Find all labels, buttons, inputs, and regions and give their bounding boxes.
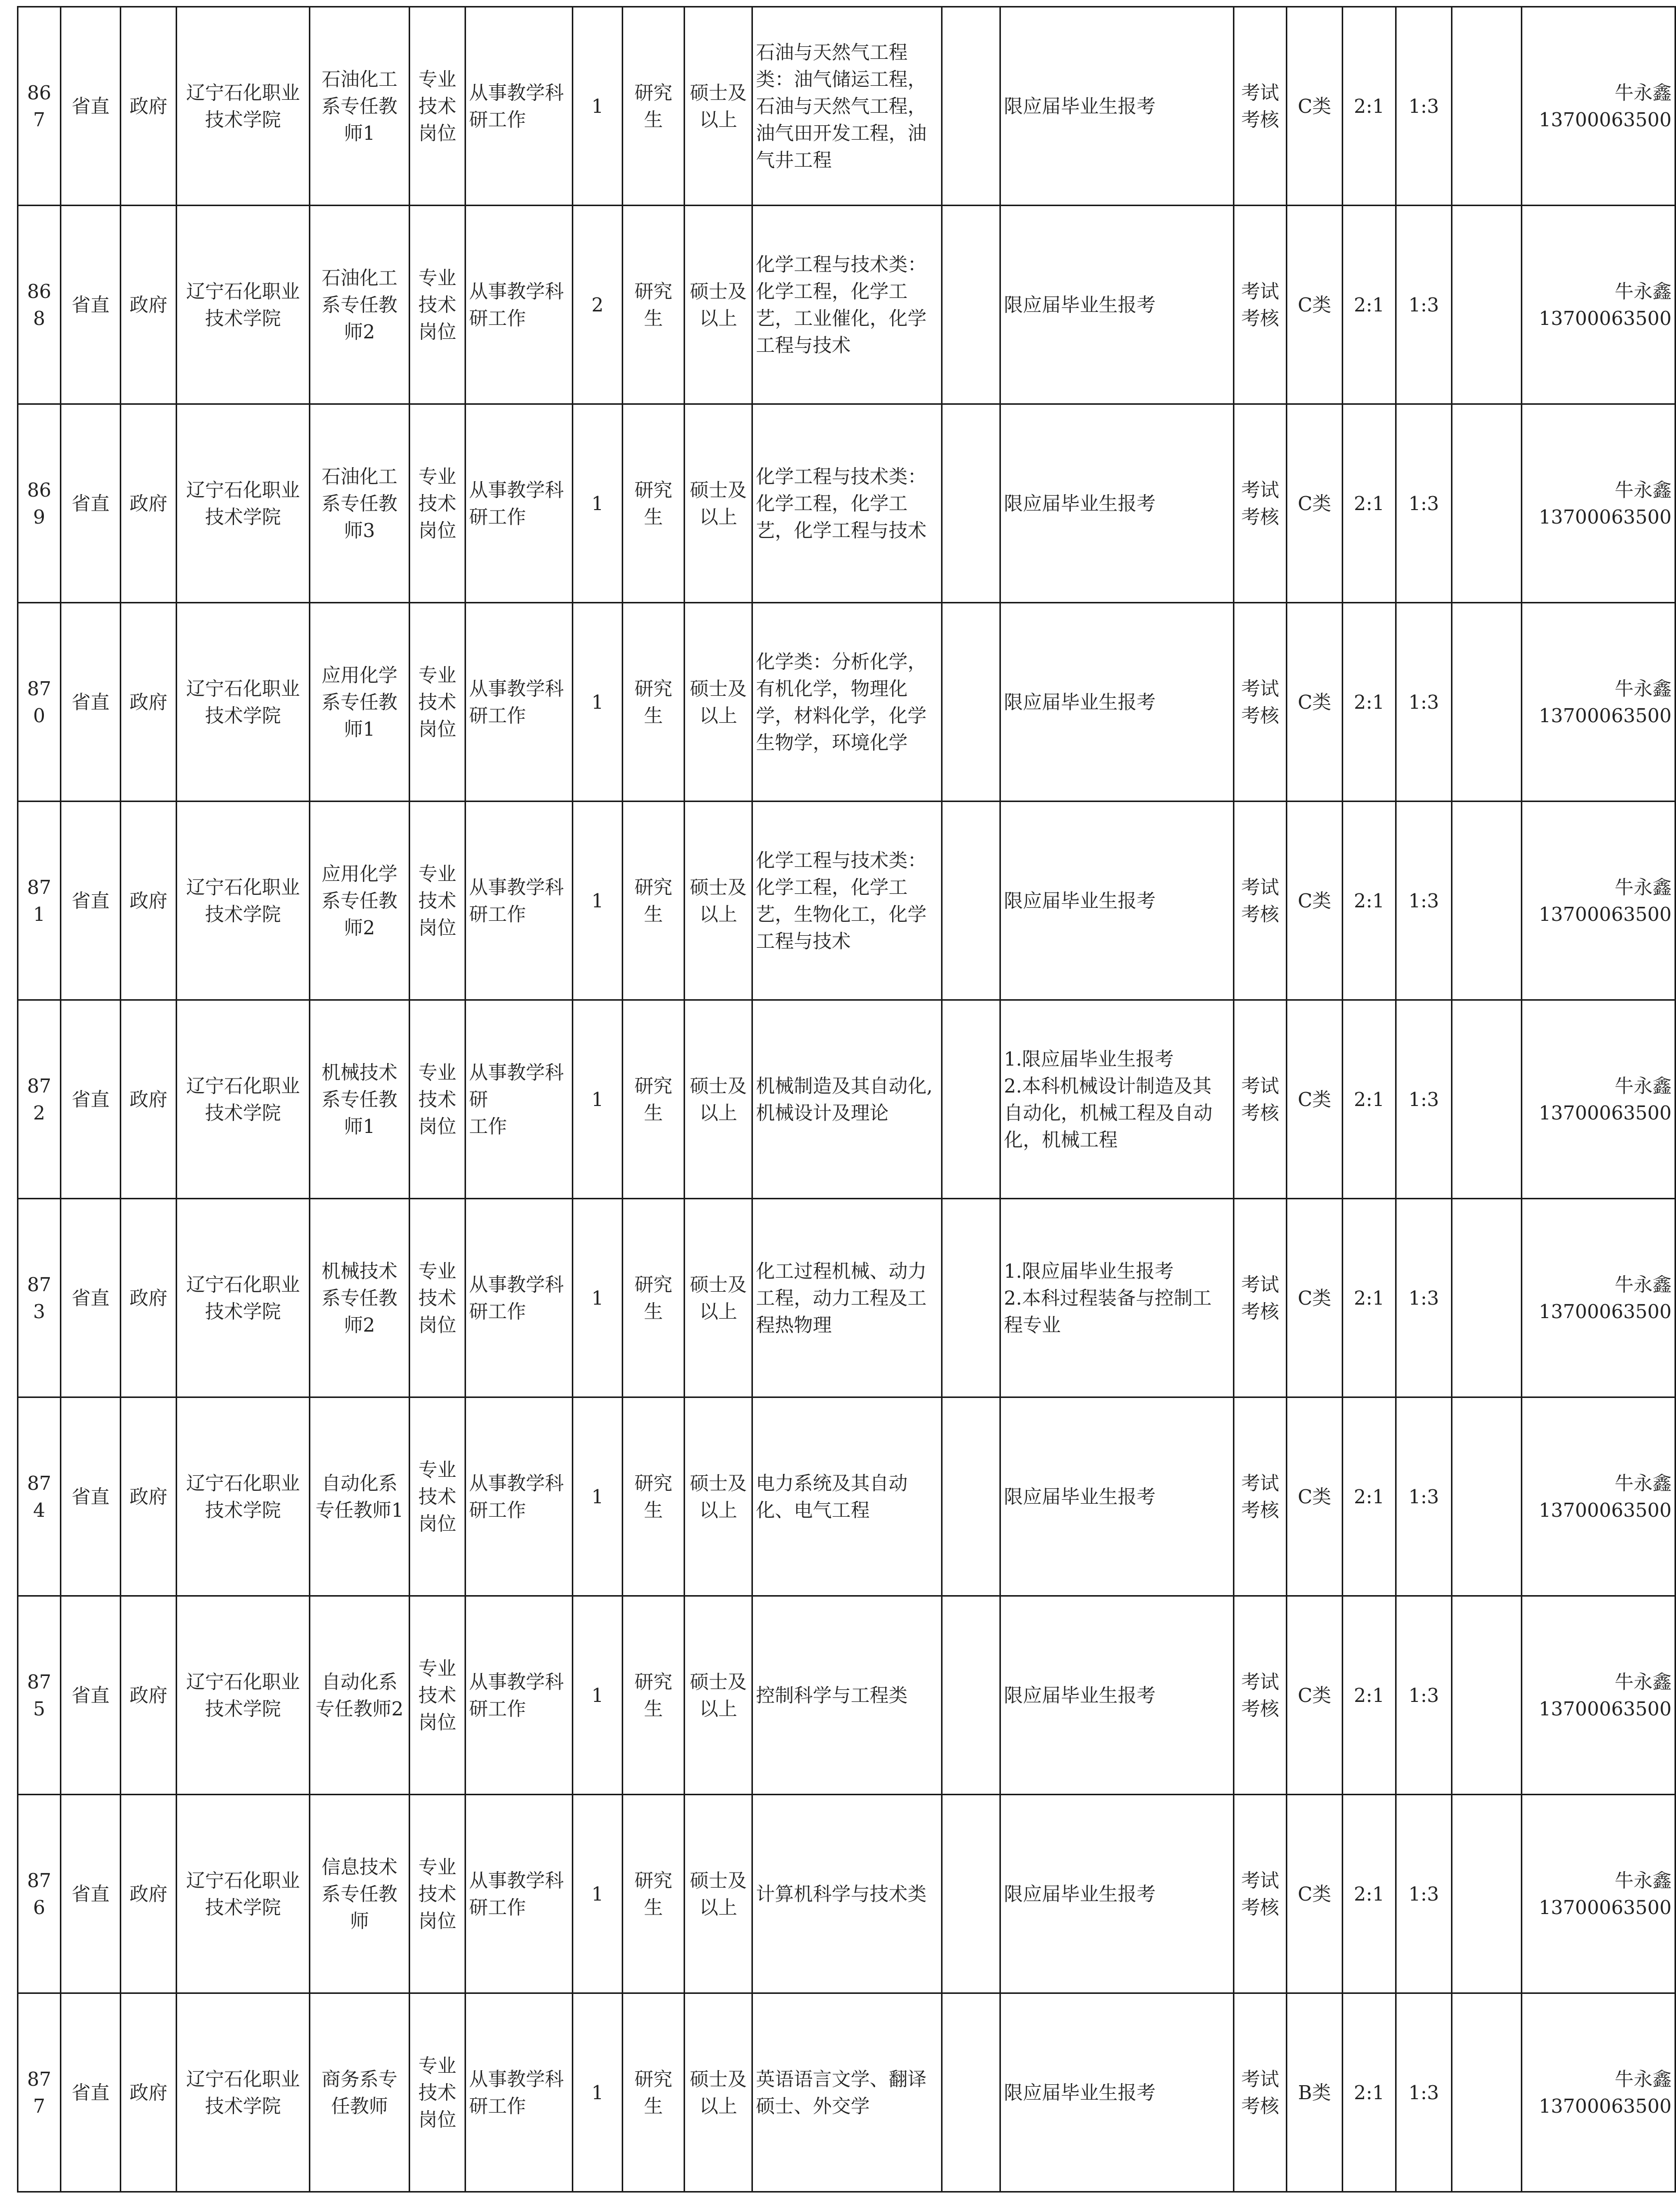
major-cell: 化学类：分析化学，有机化学，物理化学，材料化学，化学生物学，环境化学 <box>752 603 942 802</box>
duty-cell: 从事教学科研工作 <box>466 404 573 603</box>
category-cell: 专业技术岗位 <box>410 1199 466 1397</box>
degree-cell: 硕士及以上 <box>685 1596 752 1795</box>
other-cell <box>942 1993 1000 2192</box>
ratio2-cell: 1:3 <box>1396 1795 1452 1993</box>
requirement-cell: 限应届毕业生报考 <box>1000 1795 1234 1993</box>
table-row <box>18 603 1676 802</box>
table-row <box>18 404 1676 603</box>
contact-cell <box>1522 802 1676 1000</box>
contact-cell <box>1522 7 1676 206</box>
category-cell: 专业技术岗位 <box>410 7 466 206</box>
education-cell: 研究生 <box>623 1199 685 1397</box>
row-number: 871 <box>18 802 61 1000</box>
contact-phone: 13700063500 <box>1539 108 1672 131</box>
count-cell: 1 <box>573 1993 623 2192</box>
type-cell: 政府 <box>121 1795 177 1993</box>
education-cell: 研究生 <box>623 1000 685 1199</box>
category-cell: 专业技术岗位 <box>410 1795 466 1993</box>
table-row <box>18 802 1676 1000</box>
duty-cell: 从事教学科研工作 <box>466 206 573 404</box>
contact-phone: 13700063500 <box>1539 1300 1672 1323</box>
row-number: 867 <box>18 7 61 206</box>
table-row <box>18 7 1676 206</box>
major-cell: 英语语言文学、翻译硕士、外交学 <box>752 1993 942 2192</box>
position-cell: 信息技术系专任教师 <box>310 1795 410 1993</box>
type-cell: 政府 <box>121 1000 177 1199</box>
contact-phone: 13700063500 <box>1539 1499 1672 1521</box>
unit-cell: 辽宁石化职业技术学院 <box>177 603 310 802</box>
exam-class-cell: C类 <box>1287 1199 1343 1397</box>
education-cell: 研究生 <box>623 1993 685 2192</box>
degree-cell: 硕士及以上 <box>685 7 752 206</box>
exam-class-cell: C类 <box>1287 1795 1343 1993</box>
ratio1-cell: 2:1 <box>1343 1397 1396 1596</box>
requirement-cell: 限应届毕业生报考 <box>1000 1596 1234 1795</box>
requirement-cell: 限应届毕业生报考 <box>1000 1993 1234 2192</box>
row-number: 869 <box>18 404 61 603</box>
contact-cell <box>1522 1397 1676 1596</box>
duty-cell: 从事教学科研工作 <box>466 603 573 802</box>
requirement-cell: 限应届毕业生报考 <box>1000 1397 1234 1596</box>
blank-cell <box>1452 1795 1522 1993</box>
category-cell: 专业技术岗位 <box>410 1993 466 2192</box>
category-cell: 专业技术岗位 <box>410 1596 466 1795</box>
type-cell: 政府 <box>121 1199 177 1397</box>
count-cell: 1 <box>573 1199 623 1397</box>
exam-class-cell: C类 <box>1287 603 1343 802</box>
contact-name: 牛永鑫 <box>1614 876 1672 898</box>
category-cell: 专业技术岗位 <box>410 1397 466 1596</box>
method-cell: 考试考核 <box>1234 1596 1287 1795</box>
contact-cell <box>1522 1199 1676 1397</box>
blank-cell <box>1452 603 1522 802</box>
blank-cell <box>1452 1397 1522 1596</box>
requirement-cell: 限应届毕业生报考 <box>1000 7 1234 206</box>
ratio1-cell: 2:1 <box>1343 802 1396 1000</box>
contact-cell <box>1522 603 1676 802</box>
major-cell: 机械制造及其自动化,机械设计及理论 <box>752 1000 942 1199</box>
table-row <box>18 1397 1676 1596</box>
major-cell: 化学工程与技术类：化学工程，化学工艺，化学工程与技术 <box>752 404 942 603</box>
other-cell <box>942 603 1000 802</box>
major-cell: 化工过程机械、动力工程，动力工程及工程热物理 <box>752 1199 942 1397</box>
unit-cell: 辽宁石化职业技术学院 <box>177 7 310 206</box>
unit-cell: 辽宁石化职业技术学院 <box>177 802 310 1000</box>
contact-name: 牛永鑫 <box>1614 1075 1672 1097</box>
row-number: 876 <box>18 1795 61 1993</box>
exam-class-cell: C类 <box>1287 1596 1343 1795</box>
level-cell: 省直 <box>61 1993 121 2192</box>
type-cell: 政府 <box>121 802 177 1000</box>
requirement-cell: 1.限应届毕业生报考 2.本科机械设计制造及其自动化，机械工程及自动化，机械工程 <box>1000 1000 1234 1199</box>
level-cell: 省直 <box>61 603 121 802</box>
blank-cell <box>1452 1199 1522 1397</box>
education-cell: 研究生 <box>623 1596 685 1795</box>
ratio1-cell: 2:1 <box>1343 1000 1396 1199</box>
unit-cell: 辽宁石化职业技术学院 <box>177 1993 310 2192</box>
type-cell: 政府 <box>121 1397 177 1596</box>
blank-cell <box>1452 802 1522 1000</box>
row-number: 873 <box>18 1199 61 1397</box>
position-cell: 自动化系专任教师2 <box>310 1596 410 1795</box>
level-cell: 省直 <box>61 1795 121 1993</box>
type-cell: 政府 <box>121 1993 177 2192</box>
ratio2-cell: 1:3 <box>1396 1397 1452 1596</box>
count-cell: 1 <box>573 7 623 206</box>
major-cell: 石油与天然气工程类：油气储运工程，石油与天然气工程，油气田开发工程，油气井工程 <box>752 7 942 206</box>
level-cell: 省直 <box>61 1199 121 1397</box>
unit-cell: 辽宁石化职业技术学院 <box>177 206 310 404</box>
exam-class-cell: C类 <box>1287 1397 1343 1596</box>
count-cell: 1 <box>573 1795 623 1993</box>
count-cell: 1 <box>573 1397 623 1596</box>
count-cell: 1 <box>573 603 623 802</box>
contact-phone: 13700063500 <box>1539 1896 1672 1919</box>
contact-cell <box>1522 404 1676 603</box>
duty-cell: 从事教学科研工作 <box>466 802 573 1000</box>
level-cell: 省直 <box>61 7 121 206</box>
table-row <box>18 1199 1676 1397</box>
other-cell <box>942 1199 1000 1397</box>
type-cell: 政府 <box>121 603 177 802</box>
duty-cell: 从事教学科研工作 <box>466 1993 573 2192</box>
blank-cell <box>1452 404 1522 603</box>
education-cell: 研究生 <box>623 802 685 1000</box>
duty-cell: 从事教学科研工作 <box>466 1596 573 1795</box>
ratio1-cell: 2:1 <box>1343 603 1396 802</box>
other-cell <box>942 1000 1000 1199</box>
type-cell: 政府 <box>121 7 177 206</box>
degree-cell: 硕士及以上 <box>685 802 752 1000</box>
category-cell: 专业技术岗位 <box>410 206 466 404</box>
requirement-cell: 限应届毕业生报考 <box>1000 404 1234 603</box>
blank-cell <box>1452 1000 1522 1199</box>
degree-cell: 硕士及以上 <box>685 1795 752 1993</box>
table-row <box>18 1795 1676 1993</box>
method-cell: 考试考核 <box>1234 802 1287 1000</box>
table-body <box>18 7 1676 2192</box>
contact-phone: 13700063500 <box>1539 307 1672 329</box>
blank-cell <box>1452 1596 1522 1795</box>
ratio2-cell: 1:3 <box>1396 1596 1452 1795</box>
blank-cell <box>1452 7 1522 206</box>
ratio1-cell: 2:1 <box>1343 1199 1396 1397</box>
duty-cell: 从事教学科研工作 <box>466 7 573 206</box>
category-cell: 专业技术岗位 <box>410 802 466 1000</box>
ratio2-cell: 1:3 <box>1396 1199 1452 1397</box>
position-cell: 石油化工系专任教师2 <box>310 206 410 404</box>
blank-cell <box>1452 1993 1522 2192</box>
contact-name: 牛永鑫 <box>1614 677 1672 700</box>
contact-cell <box>1522 1795 1676 1993</box>
education-cell: 研究生 <box>623 1397 685 1596</box>
contact-name: 牛永鑫 <box>1614 479 1672 501</box>
position-cell: 应用化学系专任教师2 <box>310 802 410 1000</box>
unit-cell: 辽宁石化职业技术学院 <box>177 1596 310 1795</box>
method-cell: 考试考核 <box>1234 1795 1287 1993</box>
ratio2-cell: 1:3 <box>1396 603 1452 802</box>
requirement-cell: 限应届毕业生报考 <box>1000 206 1234 404</box>
table-row <box>18 1993 1676 2192</box>
unit-cell: 辽宁石化职业技术学院 <box>177 404 310 603</box>
other-cell <box>942 1397 1000 1596</box>
contact-name: 牛永鑫 <box>1614 81 1672 104</box>
contact-name: 牛永鑫 <box>1614 1869 1672 1892</box>
row-number: 877 <box>18 1993 61 2192</box>
type-cell: 政府 <box>121 1596 177 1795</box>
unit-cell: 辽宁石化职业技术学院 <box>177 1795 310 1993</box>
ratio1-cell: 2:1 <box>1343 1993 1396 2192</box>
other-cell <box>942 1596 1000 1795</box>
other-cell <box>942 1795 1000 1993</box>
level-cell: 省直 <box>61 802 121 1000</box>
contact-cell <box>1522 206 1676 404</box>
level-cell: 省直 <box>61 1596 121 1795</box>
exam-class-cell: C类 <box>1287 206 1343 404</box>
major-cell: 化学工程与技术类：化学工程，化学工艺，生物化工，化学工程与技术 <box>752 802 942 1000</box>
method-cell: 考试考核 <box>1234 404 1287 603</box>
method-cell: 考试考核 <box>1234 603 1287 802</box>
row-number: 874 <box>18 1397 61 1596</box>
table-row <box>18 206 1676 404</box>
contact-name: 牛永鑫 <box>1614 1670 1672 1693</box>
position-cell: 商务系专任教师 <box>310 1993 410 2192</box>
position-cell: 自动化系专任教师1 <box>310 1397 410 1596</box>
other-cell <box>942 7 1000 206</box>
unit-cell: 辽宁石化职业技术学院 <box>177 1397 310 1596</box>
row-number: 875 <box>18 1596 61 1795</box>
education-cell: 研究生 <box>623 1795 685 1993</box>
level-cell: 省直 <box>61 1397 121 1596</box>
position-cell: 机械技术系专任教师2 <box>310 1199 410 1397</box>
contact-cell <box>1522 1000 1676 1199</box>
count-cell: 1 <box>573 404 623 603</box>
ratio2-cell: 1:3 <box>1396 206 1452 404</box>
blank-cell <box>1452 206 1522 404</box>
contact-phone: 13700063500 <box>1539 1697 1672 1720</box>
category-cell: 专业技术岗位 <box>410 603 466 802</box>
education-cell: 研究生 <box>623 603 685 802</box>
contact-phone: 13700063500 <box>1539 903 1672 925</box>
exam-class-cell: C类 <box>1287 1000 1343 1199</box>
major-cell: 控制科学与工程类 <box>752 1596 942 1795</box>
level-cell: 省直 <box>61 206 121 404</box>
contact-phone: 13700063500 <box>1539 1102 1672 1124</box>
row-number: 872 <box>18 1000 61 1199</box>
exam-class-cell: C类 <box>1287 404 1343 603</box>
requirement-cell: 限应届毕业生报考 <box>1000 802 1234 1000</box>
other-cell <box>942 404 1000 603</box>
count-cell: 1 <box>573 802 623 1000</box>
unit-cell: 辽宁石化职业技术学院 <box>177 1199 310 1397</box>
exam-class-cell: B类 <box>1287 1993 1343 2192</box>
category-cell: 专业技术岗位 <box>410 404 466 603</box>
degree-cell: 硕士及以上 <box>685 1993 752 2192</box>
method-cell: 考试考核 <box>1234 1397 1287 1596</box>
ratio1-cell: 2:1 <box>1343 7 1396 206</box>
degree-cell: 硕士及以上 <box>685 603 752 802</box>
level-cell: 省直 <box>61 1000 121 1199</box>
ratio1-cell: 2:1 <box>1343 404 1396 603</box>
row-number: 868 <box>18 206 61 404</box>
position-cell: 机械技术系专任教师1 <box>310 1000 410 1199</box>
unit-cell: 辽宁石化职业技术学院 <box>177 1000 310 1199</box>
count-cell: 2 <box>573 206 623 404</box>
major-cell: 计算机科学与技术类 <box>752 1795 942 1993</box>
position-cell: 应用化学系专任教师1 <box>310 603 410 802</box>
degree-cell: 硕士及以上 <box>685 206 752 404</box>
exam-class-cell: C类 <box>1287 7 1343 206</box>
contact-cell <box>1522 1993 1676 2192</box>
contact-phone: 13700063500 <box>1539 704 1672 727</box>
ratio2-cell: 1:3 <box>1396 404 1452 603</box>
degree-cell: 硕士及以上 <box>685 1199 752 1397</box>
method-cell: 考试考核 <box>1234 1199 1287 1397</box>
method-cell: 考试考核 <box>1234 7 1287 206</box>
row-number: 870 <box>18 603 61 802</box>
ratio2-cell: 1:3 <box>1396 7 1452 206</box>
ratio1-cell: 2:1 <box>1343 206 1396 404</box>
requirement-cell: 限应届毕业生报考 <box>1000 603 1234 802</box>
contact-name: 牛永鑫 <box>1614 2068 1672 2090</box>
recruitment-table <box>17 6 1676 2193</box>
method-cell: 考试考核 <box>1234 206 1287 404</box>
position-cell: 石油化工系专任教师1 <box>310 7 410 206</box>
ratio1-cell: 2:1 <box>1343 1795 1396 1993</box>
type-cell: 政府 <box>121 404 177 603</box>
education-cell: 研究生 <box>623 7 685 206</box>
position-cell: 石油化工系专任教师3 <box>310 404 410 603</box>
type-cell: 政府 <box>121 206 177 404</box>
contact-phone: 13700063500 <box>1539 2095 1672 2117</box>
education-cell: 研究生 <box>623 206 685 404</box>
method-cell: 考试考核 <box>1234 1993 1287 2192</box>
contact-name: 牛永鑫 <box>1614 280 1672 302</box>
contact-phone: 13700063500 <box>1539 506 1672 528</box>
degree-cell: 硕士及以上 <box>685 1000 752 1199</box>
duty-cell: 从事教学科研工作 <box>466 1795 573 1993</box>
level-cell: 省直 <box>61 404 121 603</box>
major-cell: 化学工程与技术类：化学工程，化学工艺，工业催化，化学工程与技术 <box>752 206 942 404</box>
count-cell: 1 <box>573 1000 623 1199</box>
requirement-cell: 1.限应届毕业生报考 2.本科过程装备与控制工程专业 <box>1000 1199 1234 1397</box>
ratio2-cell: 1:3 <box>1396 1993 1452 2192</box>
contact-cell <box>1522 1596 1676 1795</box>
table-row <box>18 1000 1676 1199</box>
ratio2-cell: 1:3 <box>1396 802 1452 1000</box>
education-cell: 研究生 <box>623 404 685 603</box>
category-cell: 专业技术岗位 <box>410 1000 466 1199</box>
major-cell: 电力系统及其自动化、电气工程 <box>752 1397 942 1596</box>
other-cell <box>942 206 1000 404</box>
method-cell: 考试考核 <box>1234 1000 1287 1199</box>
ratio2-cell: 1:3 <box>1396 1000 1452 1199</box>
count-cell: 1 <box>573 1596 623 1795</box>
duty-cell: 从事教学科研工作 <box>466 1397 573 1596</box>
degree-cell: 硕士及以上 <box>685 404 752 603</box>
contact-name: 牛永鑫 <box>1614 1273 1672 1296</box>
exam-class-cell: C类 <box>1287 802 1343 1000</box>
contact-name: 牛永鑫 <box>1614 1472 1672 1494</box>
table-row <box>18 1596 1676 1795</box>
other-cell <box>942 802 1000 1000</box>
duty-cell: 从事教学科研工作 <box>466 1199 573 1397</box>
ratio1-cell: 2:1 <box>1343 1596 1396 1795</box>
degree-cell: 硕士及以上 <box>685 1397 752 1596</box>
duty-cell: 从事教学科研 工作 <box>466 1000 573 1199</box>
